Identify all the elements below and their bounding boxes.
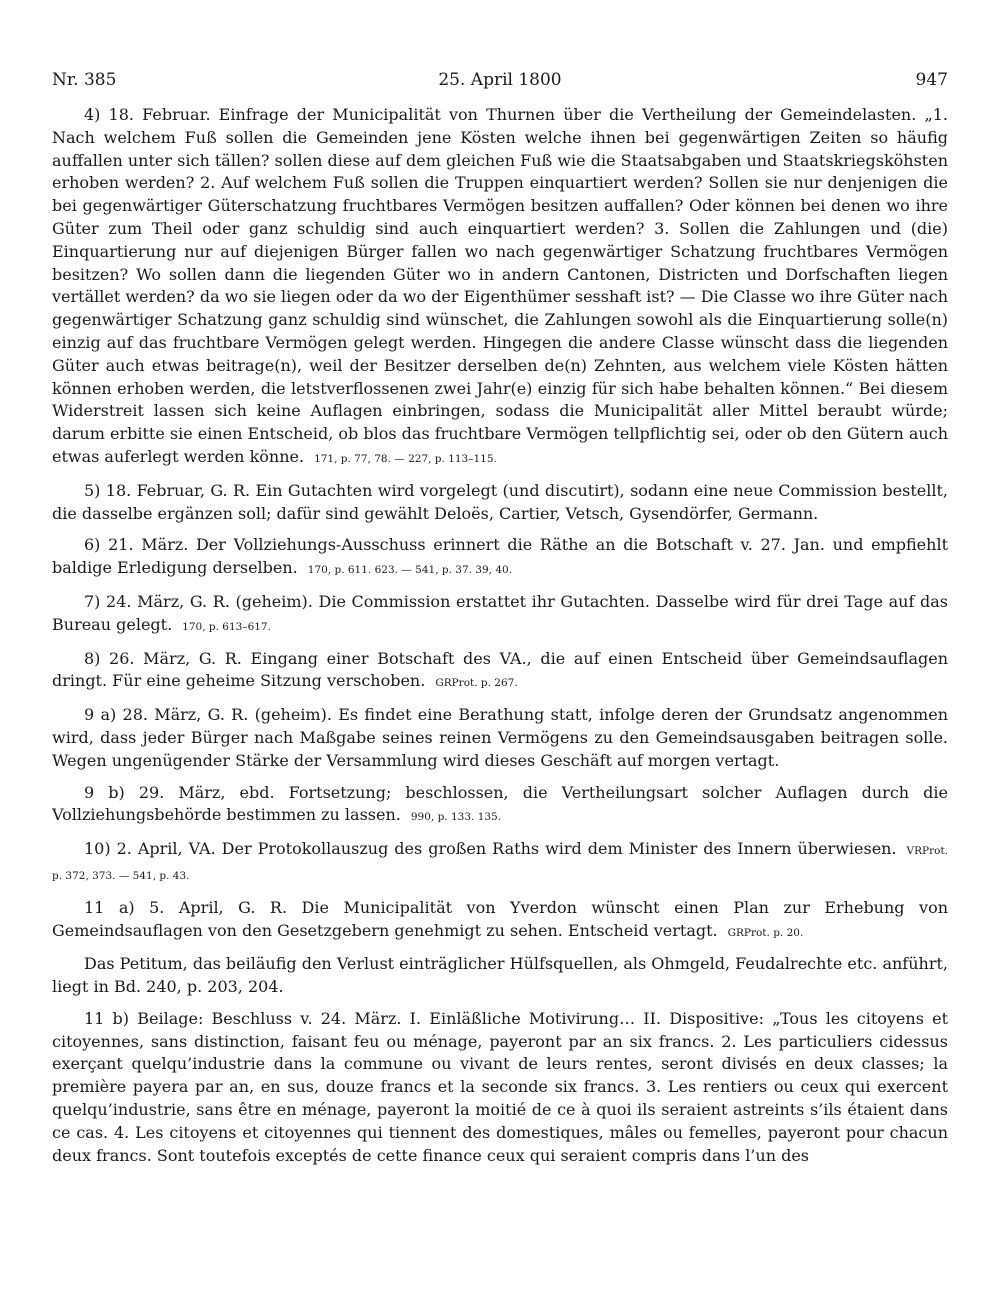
reference-note: 171, p. 77, 78. — 227, p. 113–115. xyxy=(314,452,497,465)
reference-note: 990, p. 133. 135. xyxy=(410,811,502,824)
entry-9b xyxy=(52,782,948,830)
entry-8 xyxy=(52,648,948,696)
entry-10 xyxy=(52,838,948,888)
entry-6 xyxy=(52,534,948,582)
entry-11b xyxy=(52,1008,948,1168)
page-header xyxy=(52,70,948,104)
entry-text: 11 b) Beilage: Beschluss v. 24. März. I. Einläßliche Motivirung… II. Dispositive: „Tous les citoyens et citoyennes, sans distinction, faisant feu ou ménage, payeront par an six francs. 2. Les particuliers cidessus exerçant quelqu’industrie dans la commune ou vivant de leurs rentes, seront divisés en deux classes; la première payera par an, en sus, douze francs et la seconde six francs. 3. Les rentiers ou ceux qui exercent quelqu’industrie, sans être en ménage, payeront la moitié de ce à quoi ils seraient astreints s’ils étaient dans ce cas. 4. Les citoyens et citoyennes qui tiennent des domestiques, mâles ou femelles, payeront pour chacun deux francs. Sont toutefois exceptés de cette finance ceux qui seraient compris dans l’un des xyxy=(52,1008,948,1165)
page-number: 947 xyxy=(915,70,948,90)
entry-7 xyxy=(52,591,948,639)
document-number: Nr. 385 xyxy=(52,70,117,90)
entry-petitum xyxy=(52,953,948,999)
entry-text: 11 a) 5. April, G. R. Die Municipalität von Yverdon wünscht einen Plan zur Erhebung von Gemeindsauflagen von den Gesetzgebern genehmigt zu sehen. Entscheid vertagt. xyxy=(52,897,948,940)
entry-text: 6) 21. März. Der Vollziehungs-Ausschuss erinnert die Räthe an die Botschaft v. 27. Jan. und empfiehlt baldige Erledigung derselben. xyxy=(52,535,948,578)
entry-text: 8) 26. März, G. R. Eingang einer Botschaft des VA., die auf einen Entscheid über Gemeindsauflagen dringt. Für eine geheime Sitzung verschoben. xyxy=(52,648,948,691)
reference-note: 170, p. 611. 623. — 541, p. 37. 39, 40. xyxy=(307,564,513,577)
reference-note: 170, p. 613–617. xyxy=(182,620,271,633)
entry-11a xyxy=(52,897,948,945)
entry-9a xyxy=(52,704,948,772)
entry-text: 9 a) 28. März, G. R. (geheim). Es findet eine Berathung statt, infolge deren der Grundsatz angenommen wird, dass jeder Bürger nach Maßgabe seines reinen Vermögens zu den Gemeindsausgaben beitragen solle. Wegen ungenügender Stärke der Versammlung wird dieses Geschäft auf morgen vertagt. xyxy=(52,705,948,770)
entry-text: 10) 2. April, VA. Der Protokollauszug des großen Raths wird dem Minister des Innern überwiesen. xyxy=(84,839,897,859)
entry-text: 5) 18. Februar, G. R. Ein Gutachten wird vorgelegt (und discutirt), sodann eine neue Commission bestellt, die dasselbe ergänzen soll; dafür sind gewählt Deloës, Cartier, Vetsch, Gysendörfer, Germann. xyxy=(52,480,948,523)
reference-note: VRProt. p. 372, 373. — 541, p. 43. xyxy=(52,845,948,882)
entry-4 xyxy=(52,104,948,471)
document-body xyxy=(52,104,948,1167)
entry-text: 9 b) 29. März, ebd. Fortsetzung; beschlossen, die Vertheilungsart solcher Auflagen durch die Vollziehungsbehörde bestimmen zu lassen. xyxy=(52,782,948,825)
reference-note: GRProt. p. 267. xyxy=(435,677,518,690)
entry-text: Das Petitum, das beiläufig den Verlust einträglicher Hülfsquellen, als Ohmgeld, Feudalrechte etc. anführt, liegt in Bd. 240, p. 203, 204. xyxy=(52,954,948,997)
entry-text: 7) 24. März, G. R. (geheim). Die Commission erstattet ihr Gutachten. Dasselbe wird für drei Tage auf das Bureau gelegt. xyxy=(52,591,948,634)
page-date: 25. April 1800 xyxy=(438,70,562,90)
entry-text: 4) 18. Februar. Einfrage der Municipalität von Thurnen über die Vertheilung der Gemeindelasten. „1. Nach welchem Fuß sollen die Gemeinden jene Kösten welche ihnen bei gegenwärtigen Zeiten so häufig auffallen unter sich tällen? sollen diese auf dem gleichen Fuß wie die Staatsabgaben und Staatskriegsköhsten erhoben werden? 2. Auf welchem Fuß sollen die Truppen einquartiert werden? Sollen sie nur denjenigen die bei gegenwärtiger Güterschatzung fruchtbares Vermögen besitzen auffallen? Oder können bei denen wo ihre Güter zum Theil oder ganz schuldig sind auch einquartiert werden? 3. Sollen die Zahlungen und (die) Einquartierung nur auf diejenigen Bürger fallen wo nach gegenwärtiger Schatzung fruchtbares Vermögen besitzen? Wo sollen dann die liegenden Güter wo in andern Cantonen, Districten und Dorfschaften liegen vertället werden? da wo sie liegen oder da wo der Eigenthümer sesshaft ist? — Die Classe wo ihre Güter nach gegenwärtiger Schatzung ganz schuldig sind wünschet, die Zahlungen sowohl als die Einquartierung solle(n) einzig auf das fruchtbare Vermögen gelegt werden. Hingegen die andere Classe wünscht dass die liegenden Güter auch etwas beitrage(n), weil der Besitzer derselben de(n) Zehnten, aus welchem viele Kösten hätten können erhoben werden, die letstverflossenen zwei Jahr(e) einzig für sich habe behalten können.“ Bei diesem Widerstreit lassen sich keine Auflagen einbringen, sodass die Municipalität aller Mittel beraubt würde; darum erbitte sie einen Entscheid, ob blos das fruchtbare Vermögen tellpflichtig sei, oder ob den Gütern auch etwas auferlegt werden könne. xyxy=(52,105,948,466)
entry-5 xyxy=(52,480,948,526)
reference-note: GRProt. p. 20. xyxy=(727,926,804,939)
